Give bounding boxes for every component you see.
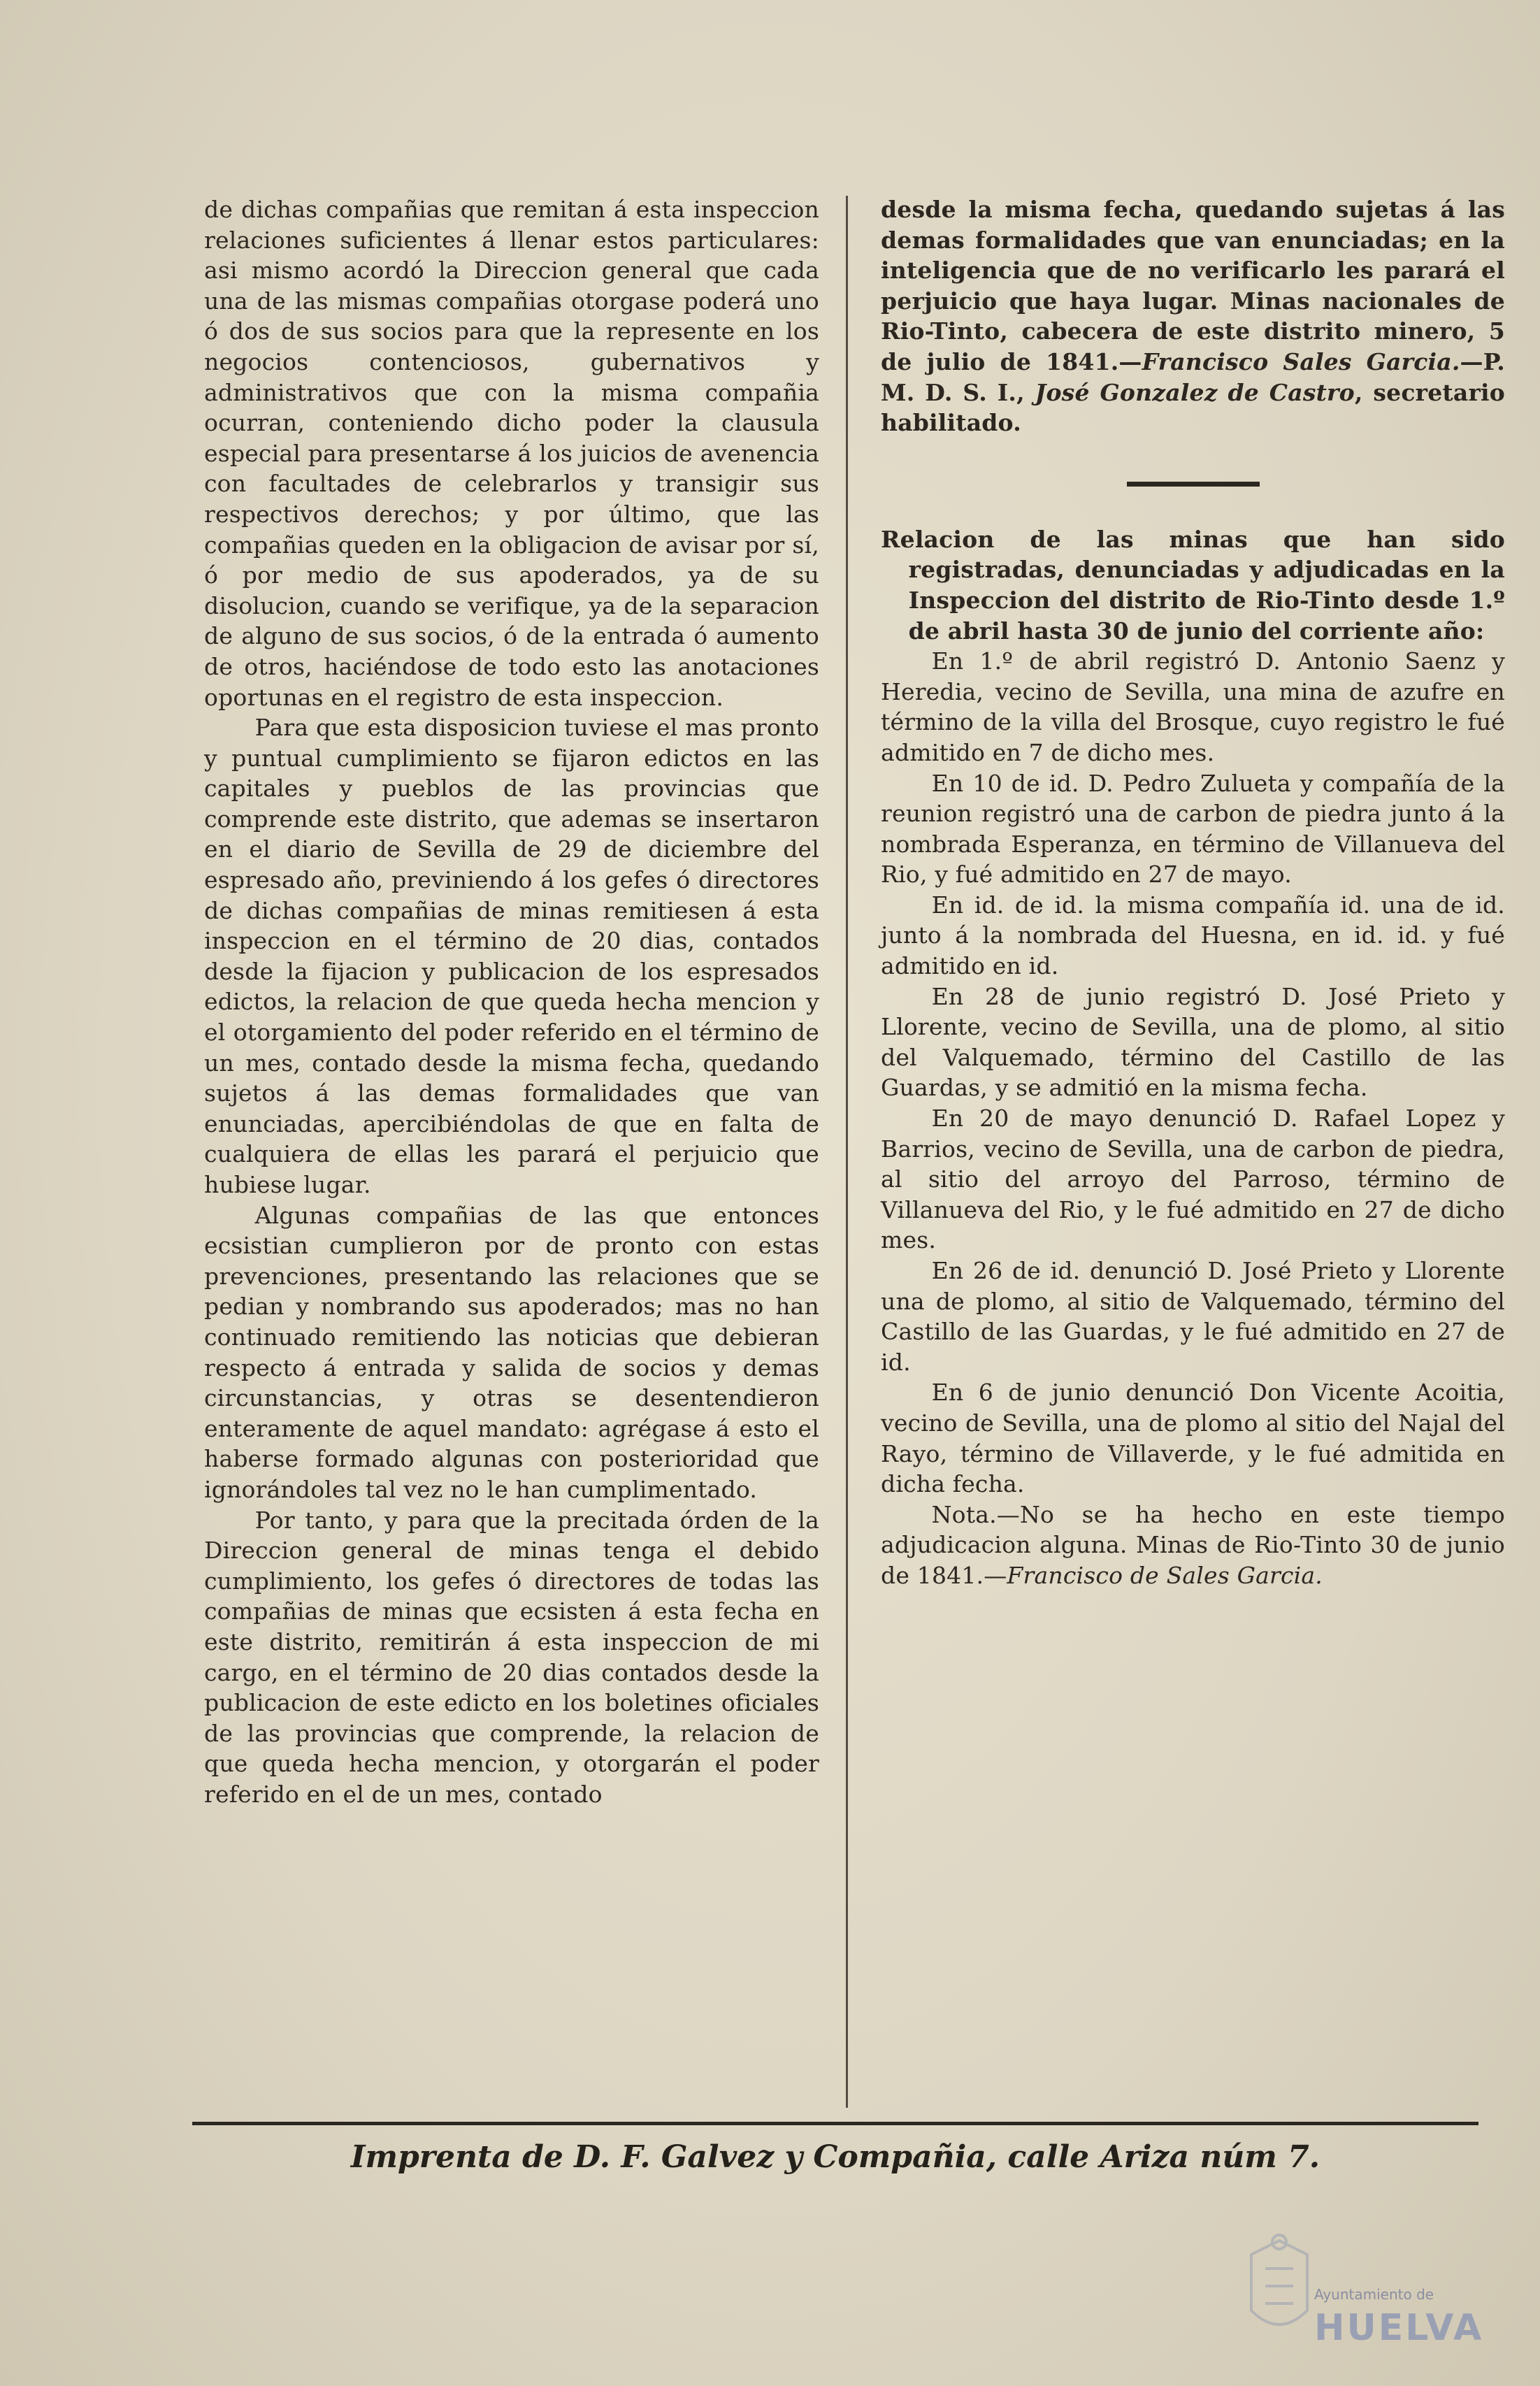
left-column — [204, 194, 819, 1809]
edict-closing: desde la misma fecha, quedando sujetas á las demas formalidades que van enunciadas; en la inteligencia que de no verificarlo les parará el perjuicio que haya lugar. Minas nacionales de Rio-Tinto, cabecera de este distrito minero, 5 de julio de 1841.—Francisco Sales Garcia.—P. M. D. S. I., José Gonzalez de Castro, secretario habilitado. — [881, 196, 1505, 437]
printer-imprint: Imprenta de D. F. Galvez y Compañia, calle Ariza núm 7. — [350, 2139, 1320, 2175]
watermark-name: HUELVA — [1314, 2307, 1484, 2349]
left-paragraph-1: de dichas compañias que remitan á esta inspeccion relaciones suficientes á llenar estos particulares: asi mismo acordó la Direccion general que cada una de las mismas compañias otorgase poderá uno ó dos de sus socios para que la represente en los negocios contenciosos, gubernativos y administrativos que con la misma compañia ocurran, conteniendo dicho poder la clausula especial para presentarse á los juicios de avenencia con facultades de celebrarlos y transigir sus respectivos derechos; y por último, que las compañias queden en la obligacion de avisar por sí, ó por medio de sus apoderados, ya de su disolucion, cuando se verifique, ya de la separacion de alguno de sus socios, ó de la entrada ó aumento de otros, haciéndose de todo esto las anotaciones oportunas en el registro de esta inspeccion. — [204, 196, 819, 711]
column-divider — [846, 196, 848, 2108]
entry-6: En 26 de id. denunció D. José Prieto y Llorente una de plomo, al sitio de Valquemado, término del Castillo de las Guardas, y le fué admitido en 27 de id. — [881, 1257, 1505, 1376]
left-paragraph-3: Algunas compañias de las que entonces ecsistian cumplieron por de pronto con estas prevenciones, presentando las relaciones que se pedian y nombrando sus apoderados; mas no han continuado remitiendo las noticias que debieran respecto á entrada y salida de socios y demas circunstancias, y otras se desentendieron enteramente de aquel mandato: agrégase á esto el haberse formado algunas con posterioridad que ignorándoles tal vez no le han cumplimentado. — [204, 1201, 819, 1503]
entry-4: En 28 de junio registró D. José Prieto y Llorente, vecino de Sevilla, una de plomo, al sitio del Valquemado, término del Castillo de las Guardas, y se admitió en la misma fecha. — [881, 982, 1505, 1102]
signature-francisco-de-sales: Francisco de Sales Garcia. — [1007, 1561, 1323, 1589]
section-rule — [1127, 482, 1260, 487]
entry-7: En 6 de junio denunció Don Vicente Acoitia, vecino de Sevilla, una de plomo al sitio del Najal del Rayo, término de Villaverde, y le fué admitida en dicha fecha. — [881, 1379, 1505, 1498]
entry-5: En 20 de mayo denunció D. Rafael Lopez y Barrios, vecino de Sevilla, una de carbon de piedra, al sitio del arroyo del Parroso, término de Villanueva del Rio, y le fué admitido en 27 de dicho mes. — [881, 1105, 1505, 1254]
entry-3: En id. de id. la misma compañía id. una de id. junto á la nombrada del Huesna, en id. id. y fué admitido en id. — [881, 891, 1505, 980]
nota: Nota.—No se ha hecho en este tiempo adjudicacion alguna. Minas de Rio-Tinto 30 de junio de 1841.—Francisco de Sales Garcia. — [881, 1500, 1505, 1589]
entry-1: En 1.º de abril registró D. Antonio Saenz y Heredia, vecino de Sevilla, una mina de azufre en término de la villa del Brosque, cuyo registro le fué admitido en 7 de dicho mes. — [881, 647, 1505, 766]
right-column — [881, 194, 1505, 1591]
signature-jose-gonzalez: José Gonzalez de Castro — [1035, 378, 1355, 406]
watermark-label: Ayuntamiento de — [1314, 2286, 1434, 2303]
left-paragraph-4: Por tanto, y para que la precitada órden de la Direccion general de minas tenga el debido cumplimiento, los gefes ó directores de todas las compañias de minas que ecsisten á esta fecha en este distrito, remitirán á esta inspeccion de mi cargo, en el término de 20 dias contados desde la publicacion de este edicto en los boletines oficiales de las provincias que comprende, la relacion de que queda hecha mencion, y otorgarán el poder referido en el de un mes, contado — [204, 1506, 819, 1808]
left-paragraph-2: Para que esta disposicion tuviese el mas pronto y puntual cumplimiento se fijaron edictos en las capitales y pueblos de las provincias que comprende este distrito, que ademas se insertaron en el diario de Sevilla de 29 de diciembre del espresado año, previniendo á los gefes ó directores de dichas compañias de minas remitiesen á esta inspeccion en el término de 20 dias, contados desde la fijacion y publicacion de los espresados edictos, la relacion de que queda hecha mencion y el otorgamiento del poder referido en el término de un mes, contado desde la misma fecha, quedando sujetos á las demas formalidades que van enunciadas, apercibiéndolas de que en falta de cualquiera de ellas les parará el perjuicio que hubiese lugar. — [204, 714, 819, 1198]
footer-rule — [192, 2122, 1478, 2125]
signature-francisco-sales: Francisco Sales Garcia. — [1142, 347, 1460, 375]
section-heading: Relacion de las minas que han sido registradas, denunciadas y adjudicadas en la Inspeccion del distrito de Rio-Tinto desde 1.º de abril hasta 30 de junio del corriente año: — [881, 525, 1505, 645]
entry-2: En 10 de id. D. Pedro Zulueta y compañía de la reunion registró una de carbon de piedra junto á la nombrada Esperanza, en término de Villanueva del Rio, y fué admitido en 27 de mayo. — [881, 769, 1505, 889]
